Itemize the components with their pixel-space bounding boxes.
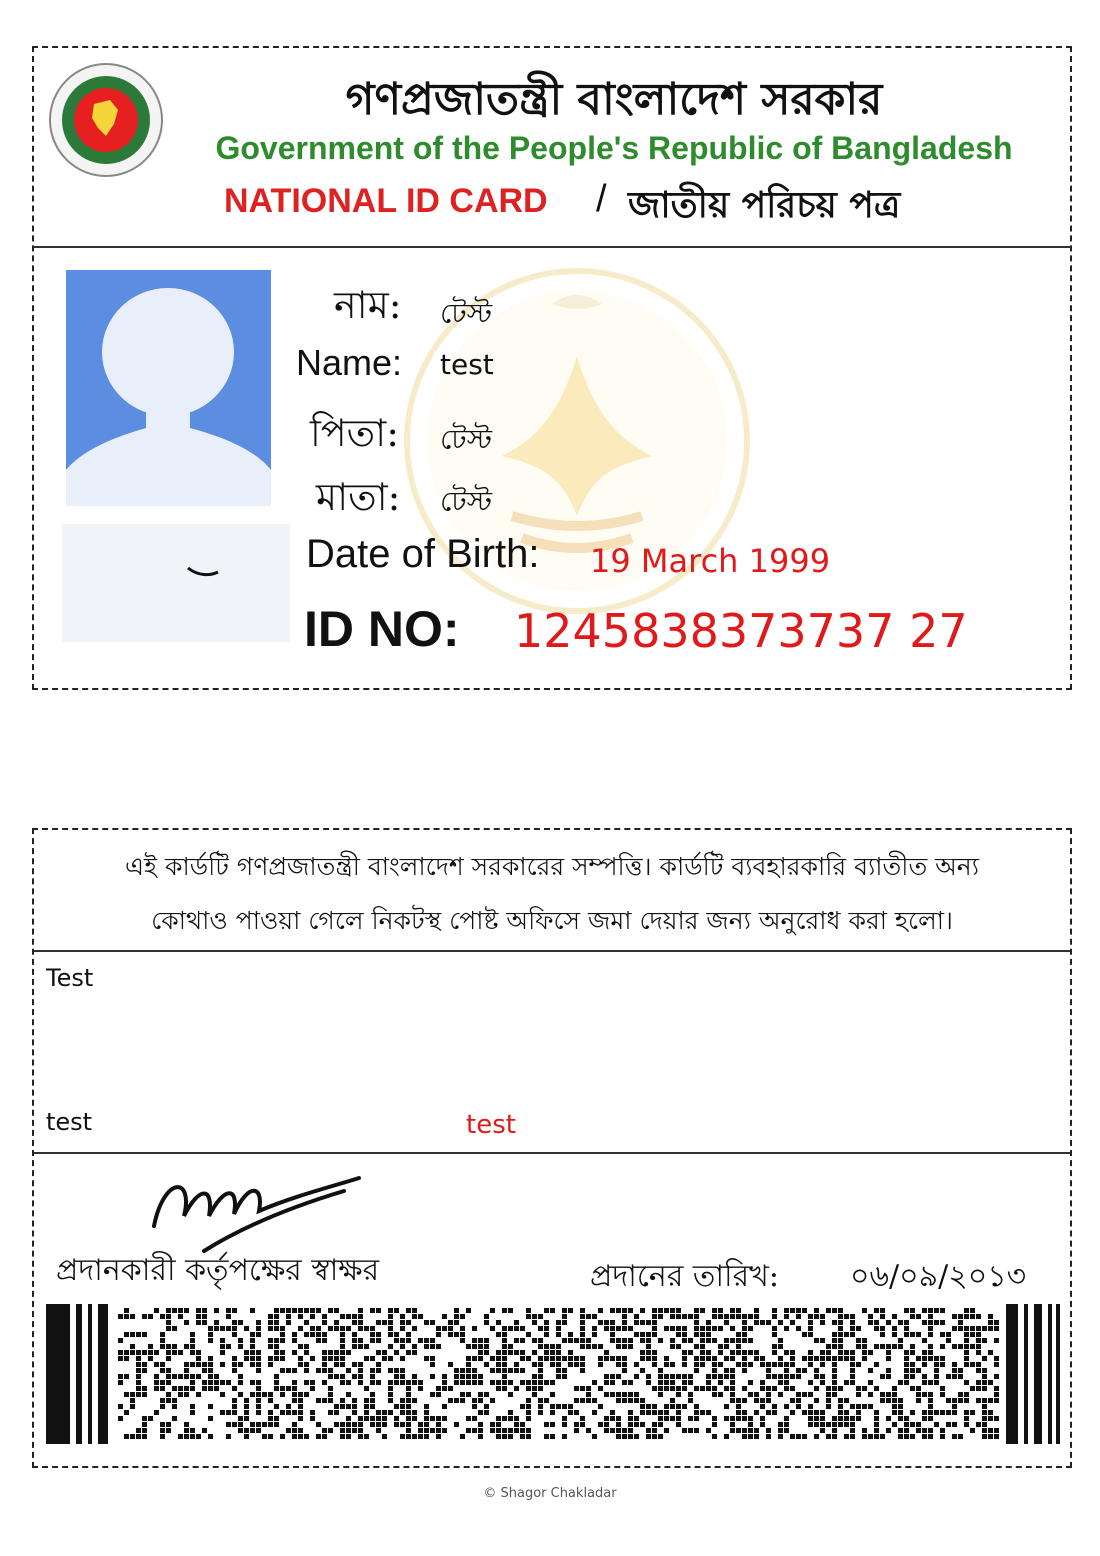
id-number-value: 1245838373737 27: [514, 604, 968, 658]
mother-label: মাতা:: [316, 475, 401, 519]
notice-line-2: কোথাও পাওয়া গেলে নিকটস্থ পোষ্ট অফিসে জমা দেয়ার জন্য অনুরোধ করা হলো।: [151, 906, 953, 935]
dob-label: Date of Birth:: [306, 532, 540, 576]
mother-value: টেস্ট: [440, 485, 493, 518]
dob-value: 19 March 1999: [590, 542, 831, 580]
father-value: টেস্ট: [440, 423, 493, 456]
name-english-label: Name:: [296, 342, 403, 383]
id-card-front: [32, 46, 1072, 690]
title-separator: /: [596, 178, 607, 220]
authority-signature-label: প্রদানকারী কর্তৃপক্ষের স্বাক্ষর: [56, 1253, 380, 1288]
photo-placeholder-icon: [66, 270, 271, 506]
pdf417-barcode-icon: [46, 1304, 1060, 1444]
government-seal-icon: [48, 62, 164, 178]
card-title-bangla: জাতীয় পরিচয় পত্র: [628, 184, 901, 226]
copyright-text: © Shagor Chakladar: [483, 1486, 617, 1501]
address-line-2: test: [46, 1108, 93, 1136]
name-english-value: test: [440, 348, 494, 381]
authority-signature-icon: [144, 1156, 364, 1256]
name-bangla-value: টেস্ট: [440, 297, 493, 330]
card-title-english: NATIONAL ID CARD: [224, 182, 548, 220]
address-line-1: Test: [46, 964, 94, 992]
signature-mark-icon: [182, 562, 222, 582]
id-number-label: ID NO:: [304, 601, 460, 657]
header-divider: [34, 246, 1070, 248]
notice-text: [48, 840, 1056, 948]
issue-date-value: ০৬/০৯/২০১৩: [850, 1259, 1027, 1294]
notice-divider: [34, 950, 1070, 952]
header-english: Government of the People's Republic of Bangladesh: [215, 130, 1013, 166]
id-card-back: [32, 828, 1072, 1468]
name-bangla-label: নাম:: [334, 283, 402, 327]
issue-date-label: প্রদানের তারিখ:: [590, 1259, 779, 1294]
father-label: পিতা:: [310, 411, 400, 455]
address-line-3: test: [466, 1110, 516, 1140]
address-divider: [34, 1152, 1070, 1154]
notice-line-1: এই কার্ডটি গণপ্রজাতন্ত্রী বাংলাদেশ সরকারের সম্পত্তি। কার্ডটি ব্যবহারকারি ব্যাতীত অন্য: [125, 852, 979, 881]
signature-box: [62, 524, 290, 642]
header-bangla: গণপ্রজাতন্ত্রী বাংলাদেশ সরকার: [345, 74, 883, 125]
